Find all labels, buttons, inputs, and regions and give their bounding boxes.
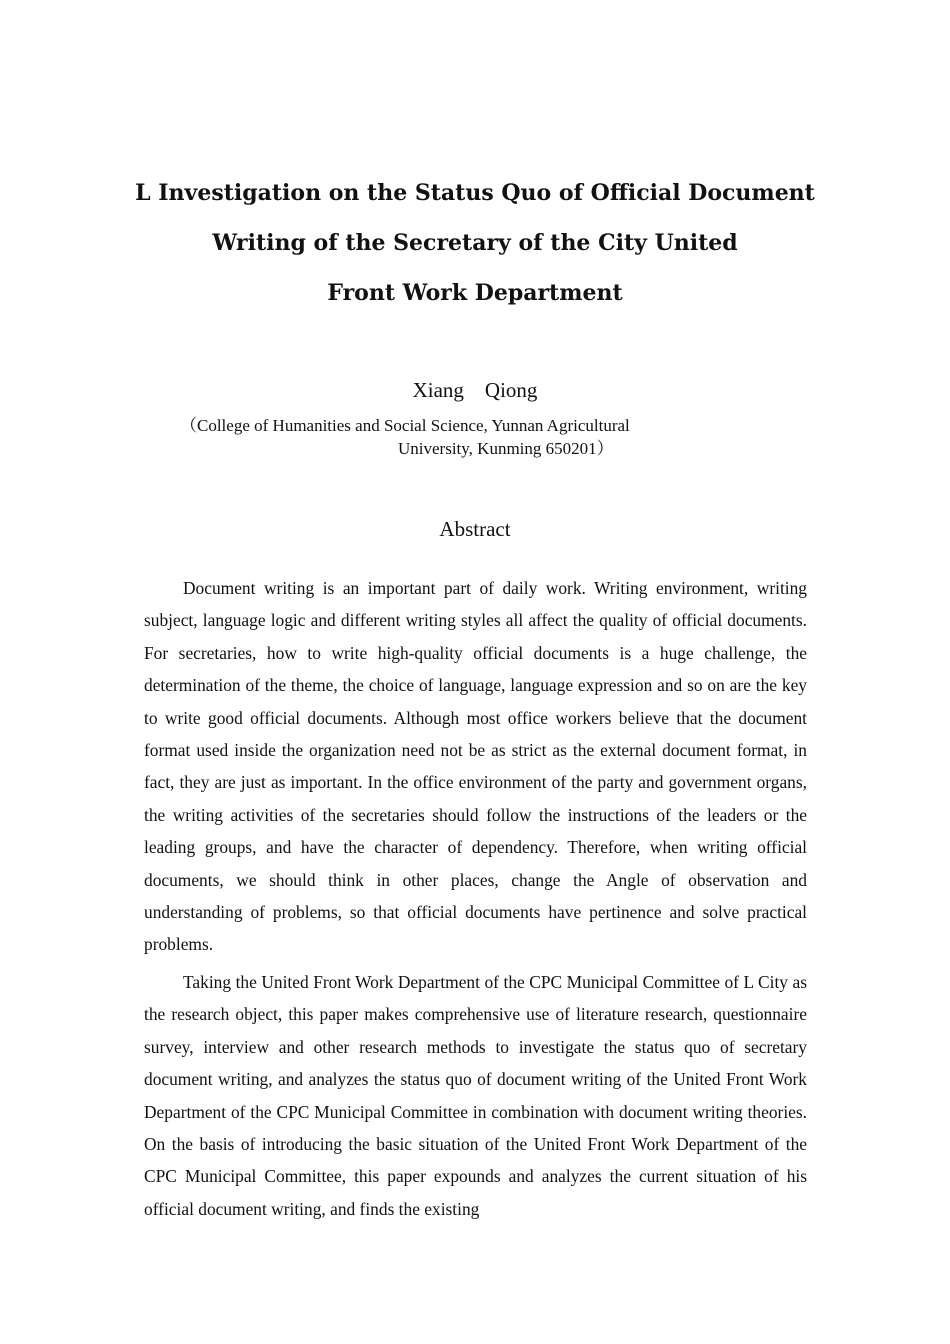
paper-title xyxy=(120,168,830,318)
abstract-paragraph: Document writing is an important part of daily work. Writing environment, writing subject, language logic and different writing styles all affect the quality of official documents. For secretaries, how to write high-quality official documents is a huge challenge, the determination of the theme, the choice of language, language expression and so on are the key to write good official documents. Although most office workers believe that the document format used inside the organization need not be as strict as the external document format, in fact, they are just as important. In the office environment of the party and government organs, the writing activities of the secretaries should follow the instructions of the leaders or the leading groups, and have the character of dependency. Therefore, when writing official documents, we should think in other places, change the Angle of observation and understanding of problems, so that official documents have pertinence and solve practical problems. xyxy=(144,578,807,955)
affiliation-line: University, Kunming 650201） xyxy=(398,439,614,458)
abstract-paragraph: Taking the United Front Work Department of the CPC Municipal Committee of L City as the research object, this paper makes comprehensive use of literature research, questionnaire survey, interview and other research methods to investigate the status quo of secretary document writing, and analyzes the status quo of document writing of the United Front Work Department of the CPC Municipal Committee in combination with document writing theories. On the basis of introducing the basic situation of the United Front Work Department of the CPC Municipal Committee, this paper expounds and analyzes the current situation of his official document writing, and finds the existing xyxy=(144,971,807,1219)
title-line: L Investigation on the Status Quo of Official Document xyxy=(135,180,815,206)
abstract-body xyxy=(144,572,807,1230)
affiliation-line: （College of Humanities and Social Science, Yunnan Agricultural xyxy=(180,416,630,435)
abstract-heading: Abstract xyxy=(439,517,511,541)
author-affiliation xyxy=(180,414,740,460)
title-line: Writing of the Secretary of the City United xyxy=(212,230,738,256)
title-line: Front Work Department xyxy=(327,280,623,306)
author-name: Xiang Qiong xyxy=(412,378,538,402)
